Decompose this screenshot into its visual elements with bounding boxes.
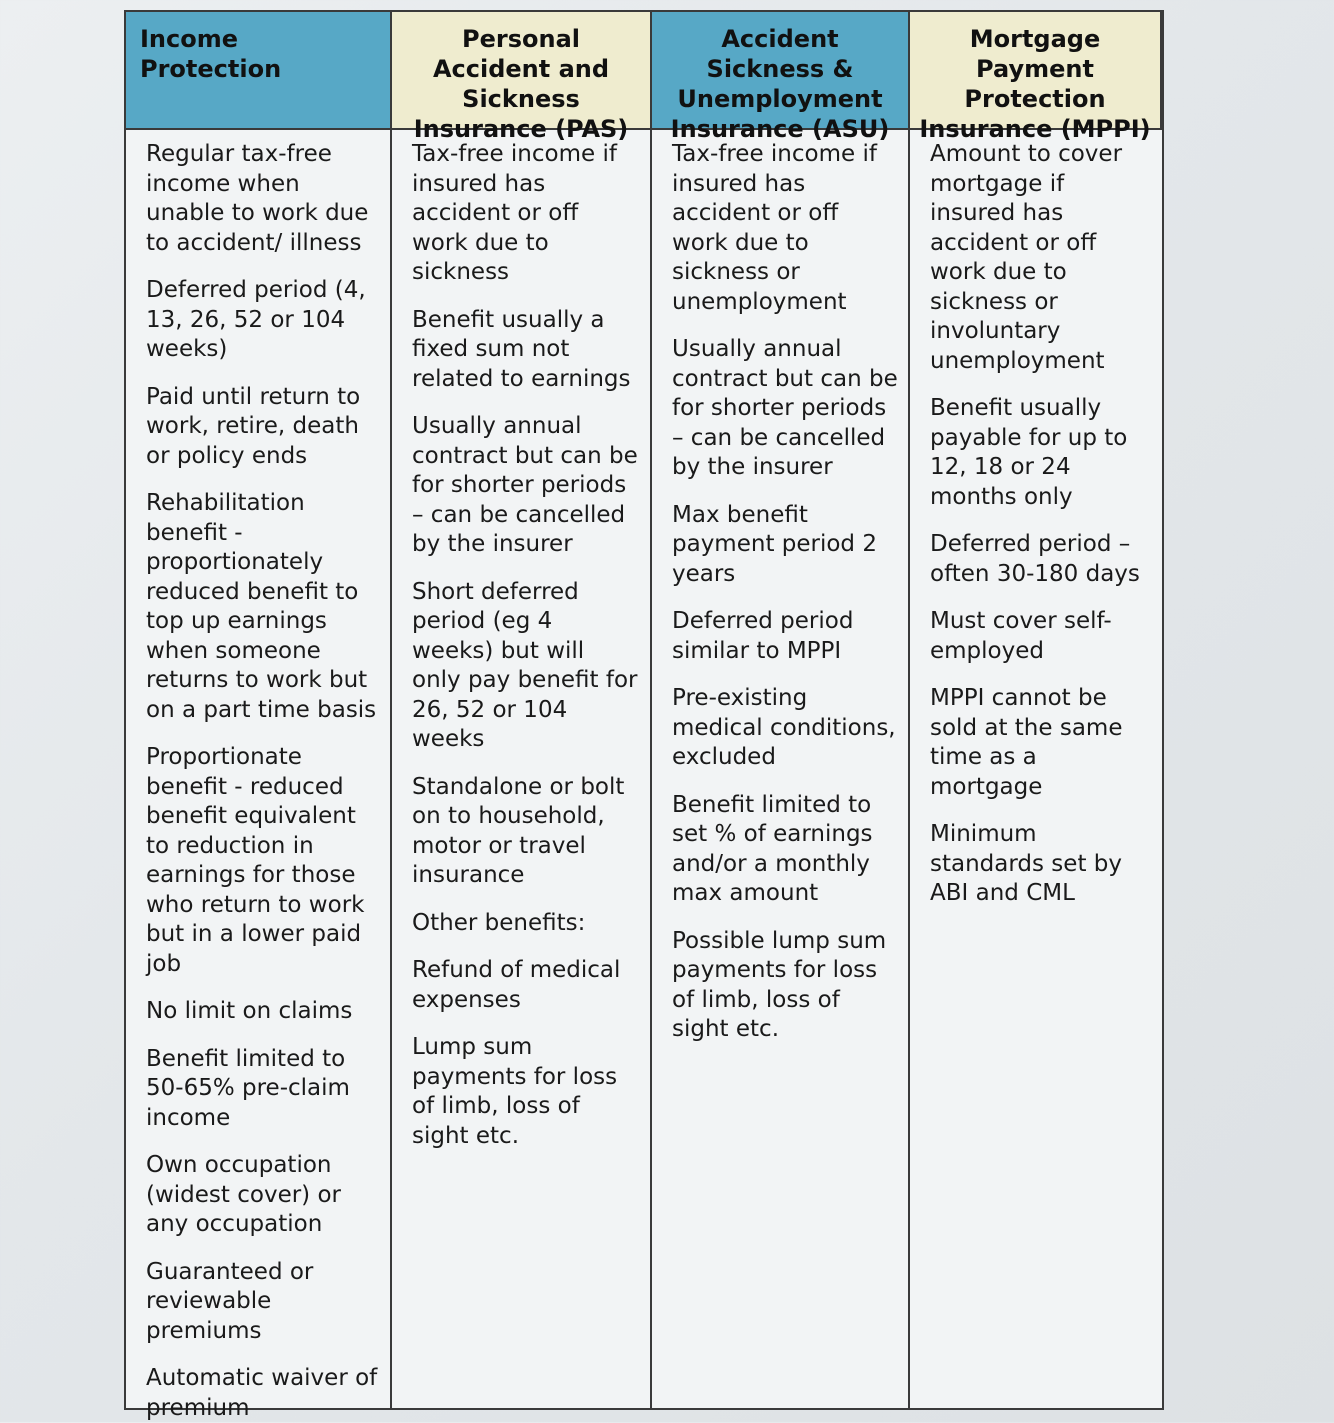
list-item: Short deferred period (eg 4 weeks) but will only pay benefit for 26, 52 or 104 weeks	[412, 578, 638, 752]
header-asu: Accident Sickness & Unemployment Insurance (ASU)	[652, 12, 910, 130]
list-item: Deferred period – often 30-180 days	[930, 531, 1140, 587]
list-item: Standalone or bolt on to household, motor or travel insurance	[412, 773, 625, 888]
list-item: Amount to cover mortgage if insured has accident or off work due to sickness or involuntary unemployment	[930, 141, 1123, 374]
list-item: Benefit usually payable for up to 12, 18 or 24 months only	[930, 395, 1128, 510]
list-item: Deferred period similar to MPPI	[672, 608, 854, 664]
list-item: Rehabilitation benefit - proportionately reduced benefit to top up earnings when someone returns to work but on a part time basis	[146, 490, 377, 723]
column-pas	[392, 130, 652, 1408]
list-item: No limit on claims	[146, 998, 353, 1024]
list-item: Possible lump sum payments for loss of limb, loss of sight etc.	[672, 927, 887, 1042]
list-item: Deferred period (4, 13, 26, 52 or 104 weeks)	[146, 277, 366, 362]
list-item: Benefit limited to set % of earnings and/or a monthly max amount	[672, 791, 873, 906]
list-item: Other benefits:	[412, 909, 586, 936]
list-item: Refund of medical expenses	[412, 957, 621, 1013]
list-item: Automatic waiver of premium	[146, 1365, 378, 1421]
list-item: Max benefit payment period 2 years	[672, 501, 877, 587]
list-item: Minimum standards set by ABI and CML	[930, 821, 1122, 906]
list-item: Guaranteed or reviewable premiums	[146, 1258, 314, 1344]
list-item: Usually annual contract but can be for shorter periods – can be cancelled by the insurer	[672, 336, 898, 480]
comparison-table	[124, 10, 1164, 1421]
list-item: Regular tax-free income when unable to work due to accident/ illness	[146, 141, 369, 256]
header-mppi: Mortgage Payment Protection Insurance (MPPI)	[910, 12, 1162, 130]
list-item: Benefit limited to 50-65% pre-claim income	[146, 1045, 350, 1131]
header-income-protection: Income Protection	[126, 12, 392, 130]
list-item: Proportionate benefit - reduced benefit equivalent to reduction in earnings for those who return to work but in a lower paid job	[146, 744, 365, 977]
list-item: Tax-free income if insured has accident or off work due to sickness	[412, 141, 617, 285]
list-item: Paid until return to work, retire, death or policy ends	[146, 383, 361, 469]
list-item: Pre-existing medical conditions, excluded	[672, 685, 896, 770]
list-item: Tax-free income if insured has accident or off work due to sickness or unemployment	[672, 141, 877, 315]
header-pas: Personal Accident and Sickness Insurance (PAS)	[392, 12, 652, 130]
column-income-protection	[126, 130, 392, 1421]
list-item: MPPI cannot be sold at the same time as a mortgage	[930, 685, 1123, 800]
column-mppi	[910, 130, 1162, 1408]
list-item: Lump sum payments for loss of limb, loss of sight etc.	[412, 1034, 618, 1149]
list-item: Own occupation (widest cover) or any occupation	[146, 1152, 341, 1237]
column-asu	[652, 130, 910, 1408]
list-item: Usually annual contract but can be for shorter periods – can be cancelled by the insurer	[412, 413, 638, 557]
list-item: Must cover self-employed	[930, 608, 1112, 664]
list-item: Benefit usually a fixed sum not related to earnings	[412, 306, 631, 392]
